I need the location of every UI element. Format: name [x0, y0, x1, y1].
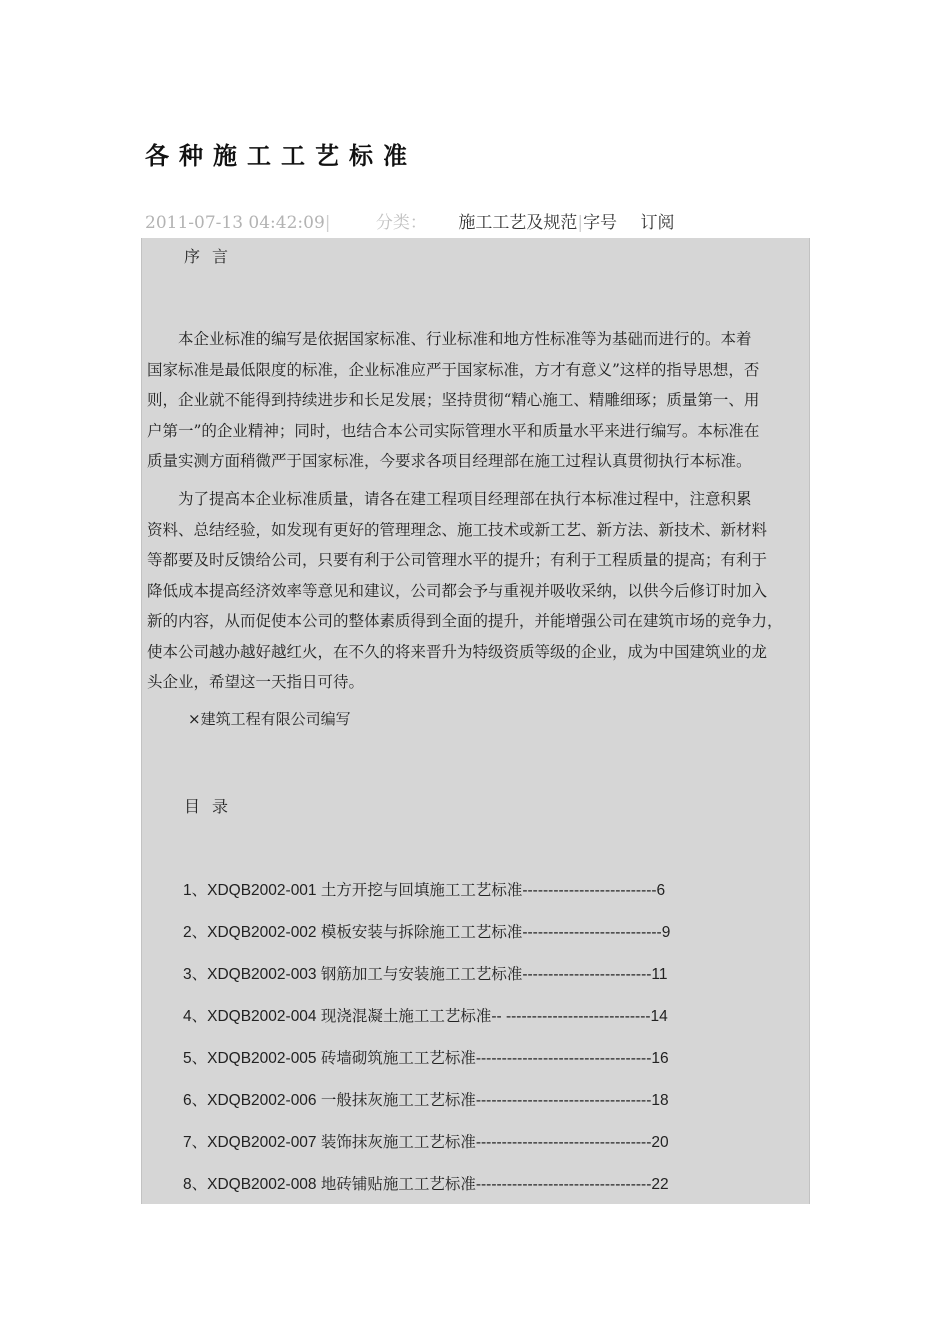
paragraph-line: 头企业，希望这一天指日可待。 [147, 673, 365, 691]
font-size-link[interactable]: 字号 [583, 213, 618, 233]
toc-item: 4、XDQB2002-004 现浇混凝土施工工艺标准-- ----------------------------14 [183, 1008, 668, 1025]
publish-date: 2011-07-13 04:42:09 [145, 213, 325, 233]
paragraph-line: 国家标准是最低限度的标准，企业标准应严于国家标准，方才有意义”这样的指导思想，否 [147, 360, 760, 379]
paragraph-line: 新的内容，从而促使本公司的整体素质得到全面的提升，并能增强公司在建筑市场的竞争力， [147, 612, 783, 630]
toc-item: 5、XDQB2002-005 砖墙砌筑施工工艺标准----------------------------------16 [183, 1050, 669, 1067]
paragraph-line: 则，企业就不能得到持续进步和长足发展；坚持贯彻“精心施工、精雕细琢；质量第一、用 [147, 391, 760, 409]
toc-heading: 目录 [184, 797, 241, 816]
paragraph-line: 本企业标准的编写是依据国家标准、行业标准和地方性标准等为基础而进行的。本着 [147, 330, 752, 348]
toc-item: 2、XDQB2002-002 模板安装与拆除施工工艺标准---------------------------9 [183, 924, 671, 941]
paragraph-line: 使本公司越办越好越红火，在不久的将来晋升为特级资质等级的企业，成为中国建筑业的龙 [147, 642, 768, 661]
paragraph-line: 为了提高本企业标准质量，请各在建工程项目经理部在执行本标准过程中，注意积累 [147, 490, 752, 508]
subscribe-link[interactable]: 订阅 [640, 213, 675, 233]
category-label: 分类： [375, 213, 427, 233]
paragraph-line: 等都要及时反馈给公司，只要有利于公司管理水平的提升；有利于工程质量的提高；有利于 [147, 551, 768, 569]
toc-item: 1、XDQB2002-001 土方开挖与回填施工工艺标准--------------------------6 [183, 882, 666, 899]
meta-separator: | [324, 213, 331, 233]
toc-item: 6、XDQB2002-006 一般抹灰施工工艺标准----------------------------------18 [183, 1092, 669, 1109]
preface-paragraph-1 [147, 324, 819, 477]
paragraph-line: 降低成本提高经济效率等意见和建议，公司都会予与重视并吸收采纳，以供今后修订时加入 [147, 581, 768, 600]
paragraph-line: 质量实测方面稍微严于国家标准，今要求各项目经理部在施工过程认真贯彻执行本标准。 [147, 452, 752, 470]
category-link[interactable]: 施工工艺及规范 [458, 213, 578, 233]
paragraph-line: 资料、总结经验，如发现有更好的管理理念、施工技术或新工艺、新方法、新技术、新材料 [147, 520, 768, 539]
toc-item: 7、XDQB2002-007 装饰抹灰施工工艺标准----------------------------------20 [183, 1134, 669, 1151]
meta-separator-2: | [577, 213, 584, 233]
preface-heading: 序言 [184, 247, 241, 266]
article-meta [145, 208, 674, 233]
paragraph-line: 户第一”的企业精神；同时，也结合本公司实际管理水平和质量水平来进行编写。本标准在 [147, 421, 760, 440]
article-title: 各种施工工艺标准 [145, 142, 417, 170]
toc-item: 3、XDQB2002-003 钢筋加工与安装施工工艺标准-------------------------11 [183, 966, 668, 983]
toc-item: 8、XDQB2002-008 地砖铺贴施工工艺标准----------------------------------22 [183, 1176, 669, 1193]
preface-paragraph-2 [147, 484, 819, 698]
article-body [141, 238, 810, 1204]
company-signoff: ×建筑工程有限公司编写 [188, 710, 351, 728]
